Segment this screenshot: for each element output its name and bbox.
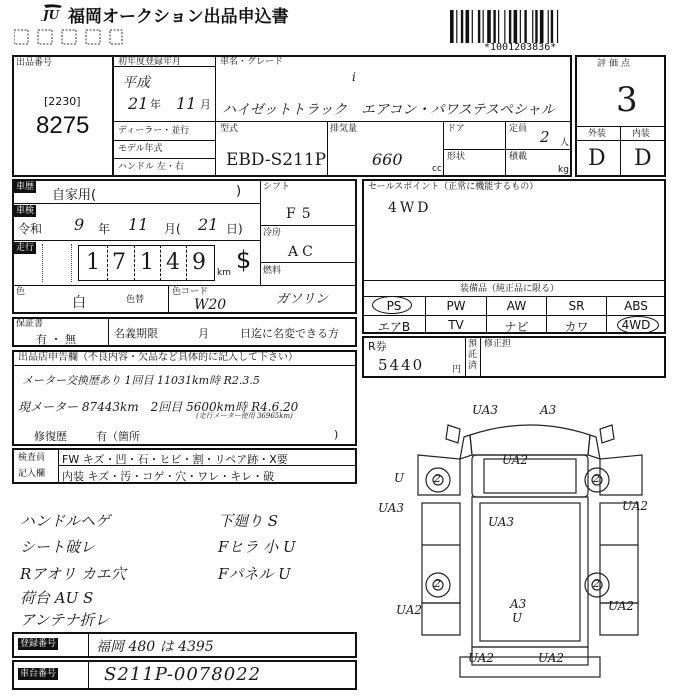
equip-sr: SR — [568, 299, 585, 313]
mileage-digit-4: 4 — [166, 250, 180, 275]
equip-airbag: エアB — [377, 320, 411, 334]
barcode-bar — [548, 10, 549, 43]
svg-text:JU: JU — [43, 8, 60, 21]
4wd-circle — [617, 316, 659, 334]
damage-mark-right-rear-2 — [618, 609, 620, 610]
exterior-label: 外装 — [588, 129, 607, 139]
color-code-value: W20 — [194, 297, 227, 313]
exterior-score: D — [588, 146, 606, 171]
color-label: 色 — [16, 287, 26, 297]
defect-left-2: シート破レ — [20, 538, 96, 556]
barcode-bar — [540, 10, 544, 43]
lot-number: 8275 — [36, 112, 90, 139]
barcode — [450, 10, 580, 43]
wheel-mark-rr: 2 — [593, 577, 600, 590]
defect-right-3: Fパネル U — [218, 565, 291, 583]
entry-label: 記入欄 — [18, 469, 46, 479]
shift-value: F5 — [286, 206, 317, 222]
fuel-label: 燃料 — [263, 266, 282, 276]
color-code-label: 色コード — [172, 287, 209, 297]
chassis-value: S211P-0078022 — [104, 664, 262, 685]
usage-value: 自家用( — [52, 188, 97, 203]
equip-tv: TV — [448, 318, 464, 332]
mileage-digit-2: 7 — [112, 250, 126, 275]
damage-mark-front-right: A3 — [540, 403, 557, 417]
repair-history-value: 有（箇所 — [96, 430, 140, 443]
damage-mark-left-door: UA3 — [378, 501, 405, 515]
equipment-label: 装備品（純正品に限る） — [460, 284, 560, 294]
ps-circle — [372, 296, 412, 314]
interior-score: D — [634, 146, 652, 171]
wheel-mark-fr: 2 — [593, 472, 600, 485]
barcode-bar — [498, 10, 499, 43]
dealer-label: ディーラー・並行 — [118, 126, 190, 136]
defect-left-1: ハンドルヘゲ — [20, 512, 111, 530]
barcode-bar — [456, 10, 457, 43]
equip-abs: ABS — [624, 299, 648, 313]
defect-left-3: Rアオリ カエ穴 — [20, 565, 126, 583]
name-change-note: 日迄に名変できる方 — [240, 327, 339, 340]
barcode-bar — [504, 10, 505, 43]
barcode-bar — [450, 10, 454, 43]
model-label: 型式 — [220, 124, 239, 134]
warranty-label: 保証書 — [16, 319, 44, 329]
barcode-bar — [487, 10, 491, 43]
warranty-options: 有 ・ 無 — [36, 333, 76, 346]
inspection-month: 11 — [128, 215, 149, 234]
inspection-era: 令和 — [18, 222, 43, 236]
barcode-bar — [478, 10, 480, 43]
barcode-bar — [514, 10, 518, 43]
capacity-value: 2 — [540, 128, 550, 146]
score-label: 評価点 — [597, 59, 634, 69]
lot-number-label: 出品番号 — [16, 58, 53, 68]
barcode-bar — [520, 10, 521, 43]
auction-logo — [40, 3, 66, 21]
inspector-row-interior: 内装 キズ・汚・コゲ・穴・ワレ・キレ・破 — [62, 470, 275, 483]
shape-label: 形状 — [447, 152, 466, 162]
wheel-mark-rl: 2 — [434, 577, 441, 590]
damage-mark-bottom-right: UA2 — [538, 651, 565, 665]
first-registration-label: 初年度登録年月 — [118, 57, 182, 67]
damage-mark-rear-left: UA2 — [396, 603, 423, 617]
barcode-bar — [493, 10, 495, 43]
notes-line-2b: (走行メーター使用 36965km) — [196, 412, 293, 420]
recycle-deposited: 預託済 — [468, 339, 478, 371]
inspection-label: 車検 — [16, 206, 35, 216]
dollar-mark: $ — [236, 246, 252, 274]
first-registration-era: 平成 — [122, 75, 150, 91]
recycle-label: R券 — [368, 340, 387, 353]
barcode-bar — [461, 10, 463, 43]
displacement-label: 排気量 — [330, 124, 358, 134]
score-value: 3 — [616, 80, 638, 120]
equip-4wd: 4WD — [621, 318, 651, 332]
first-registration-year: 21 — [128, 94, 149, 113]
chassis-label: 車台番号 — [20, 669, 57, 679]
mileage-label: 走行 — [16, 243, 35, 253]
color-value: 白 — [72, 295, 86, 311]
damage-mark-left-mid — [620, 515, 622, 516]
vehicle-diagram — [360, 395, 690, 695]
barcode-bar — [551, 10, 553, 43]
wheel-mark-fl: 2 — [434, 472, 441, 485]
first-registration-month: 11 — [176, 94, 197, 113]
defect-right-2: Fヒラ 小 U — [218, 538, 296, 556]
sort-checkboxes — [14, 28, 124, 56]
correction-label: 修正担 — [484, 339, 512, 349]
barcode-number: *1001203836* — [484, 42, 557, 53]
sales-point-value: 4WD — [388, 200, 432, 216]
car-name-value: ハイゼットトラック エアコン・パワステスペシャル — [222, 102, 555, 118]
barcode-bar — [532, 10, 533, 43]
capacity-label: 定員 — [509, 124, 528, 134]
damage-mark-cab: UA2 — [502, 453, 529, 467]
barcode-bar — [524, 10, 526, 43]
model-year-label: モデル年式 — [118, 144, 163, 154]
inspection-day: 21 — [198, 215, 219, 234]
equip-aw: AW — [506, 299, 527, 313]
shift-label: シフト — [263, 182, 291, 192]
usage-label: 車歴 — [16, 182, 35, 192]
handle-label: ハンドル 左・右 — [118, 162, 184, 172]
equip-pw: PW — [446, 299, 466, 313]
displacement-value: 660 — [372, 150, 403, 169]
car-name-label: 車名・グレード — [220, 57, 284, 67]
mileage-digit-3: 1 — [140, 250, 154, 275]
form-title: 福岡オークション出品申込書 — [68, 7, 289, 27]
door-label: ドア — [447, 124, 465, 134]
registration-value: 福岡 480 は 4395 — [96, 639, 214, 655]
defect-left-5: アンテナ折レ — [20, 611, 110, 629]
damage-mark-right-door: UA2 — [622, 499, 649, 513]
cooling-value: AC — [288, 244, 317, 260]
inspection-year: 9 — [74, 215, 85, 234]
inspector-label: 検査員 — [18, 453, 46, 463]
barcode-bar — [509, 10, 511, 43]
barcode-bar — [466, 10, 470, 43]
equip-leather: カワ — [564, 320, 589, 334]
notes-line-2: 現メーター 87443km 2回目 5600km時 R4.6.20 — [18, 400, 299, 414]
lot-small-number: [2230] — [44, 95, 81, 108]
registration-label: 登録番号 — [20, 639, 57, 649]
equip-navi: ナビ — [504, 320, 529, 334]
barcode-bar — [535, 10, 537, 43]
barcode-bar — [557, 10, 558, 43]
barcode-bar — [483, 10, 484, 43]
damage-mark-bed: UA3 — [488, 515, 515, 529]
fuel-value: ガソリン — [276, 292, 329, 307]
defect-right-1: 下廻り S — [218, 512, 279, 530]
cooling-label: 冷房 — [263, 228, 282, 238]
color-change-label: 色替 — [126, 295, 145, 305]
loading-label: 積載 — [509, 152, 528, 162]
recycle-value: 5440 — [378, 356, 425, 374]
damage-mark-bottom-left: UA2 — [468, 651, 495, 665]
damage-mark-rear-u: U — [512, 611, 523, 625]
barcode-bar — [472, 10, 473, 43]
model-value: EBD-S211P — [226, 150, 327, 170]
mileage-digit-1: 1 — [86, 250, 100, 275]
interior-label: 内装 — [632, 129, 651, 139]
inspector-row-exterior: FW キズ・凹・石・ヒビ・割・リペア跡・X要 — [62, 453, 288, 466]
defect-left-4: 荷台 AU S — [20, 589, 94, 607]
repair-history-label: 修復歴 — [34, 430, 67, 443]
damage-mark-left-u: U — [394, 471, 405, 485]
name-change-label: 名義期限 — [114, 327, 158, 340]
notes-label: 出品店申告欄（不良内容・欠品など具体的に記入して下さい） — [18, 352, 298, 363]
mileage-digit-5: 9 — [192, 250, 206, 275]
damage-mark-rear-right: UA2 — [608, 599, 635, 613]
damage-mark-rear-center: A3 — [510, 597, 527, 611]
sales-point-label: セールスポイント（正常に機能するもの） — [368, 182, 539, 192]
equip-ps: PS — [386, 299, 402, 313]
mileage-dots — [42, 244, 72, 282]
notes-line-1: メーター交換歴あり 1回目 11031km時 R2.3.5 — [22, 374, 260, 387]
damage-mark-front-left: UA3 — [472, 403, 499, 417]
